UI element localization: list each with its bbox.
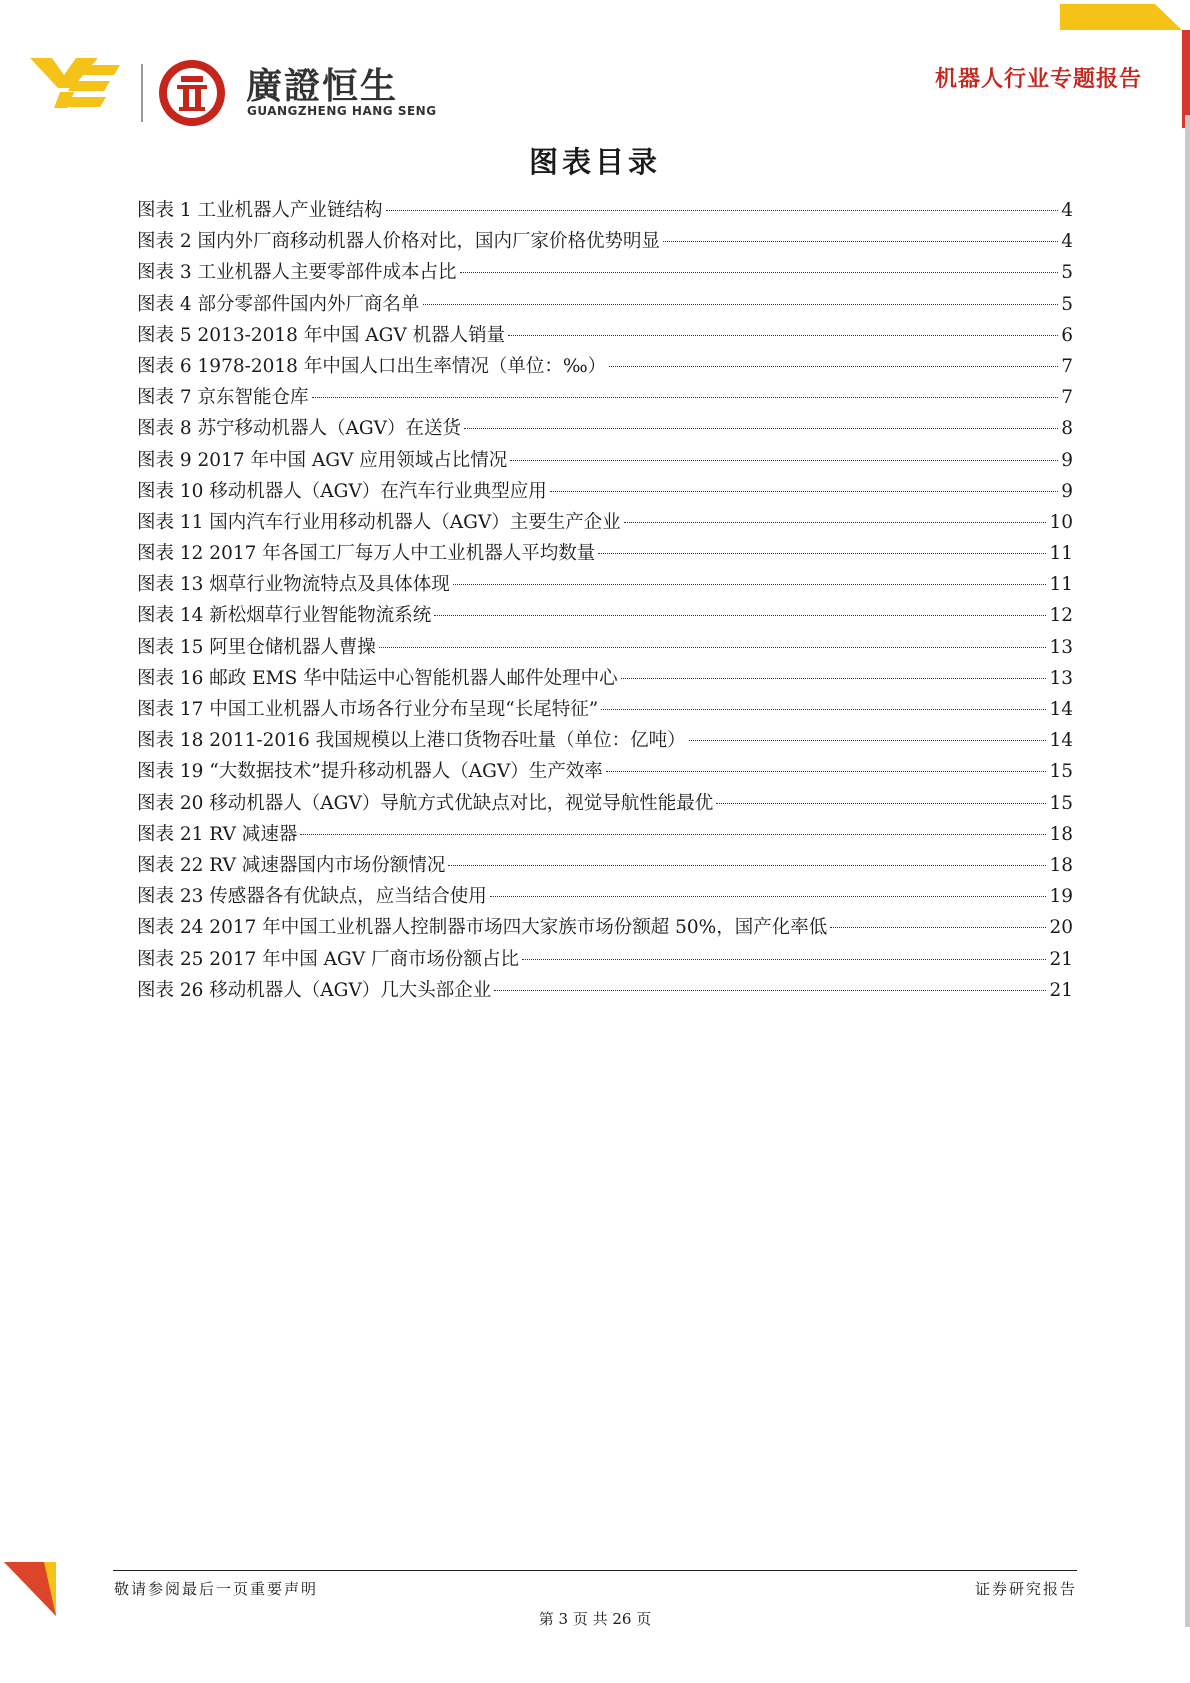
corner-decoration bbox=[1060, 4, 1182, 34]
toc-entry[interactable] bbox=[137, 881, 1073, 912]
toc-entry[interactable] bbox=[137, 850, 1073, 881]
toc-entry-label: 图表 2 国内外厂商移动机器人价格对比，国内厂家价格优势明显 bbox=[137, 231, 661, 253]
toc-entry-page: 7 bbox=[1061, 387, 1073, 409]
toc-entry-label: 图表 26 移动机器人（AGV）几大头部企业 bbox=[137, 979, 492, 1001]
toc-dot-leader bbox=[464, 428, 1058, 429]
toc-entry-label: 图表 3 工业机器人主要零部件成本占比 bbox=[137, 262, 457, 284]
toc-entry[interactable] bbox=[137, 694, 1073, 725]
page-title: 图表目录 bbox=[528, 145, 661, 179]
toc-entry-label: 图表 13 烟草行业物流特点及具体体现 bbox=[137, 574, 450, 596]
toc-entry[interactable] bbox=[137, 445, 1073, 476]
toc-entry[interactable] bbox=[137, 819, 1073, 850]
toc-entry-page: 18 bbox=[1049, 823, 1073, 845]
toc-entry-label: 图表 10 移动机器人（AGV）在汽车行业典型应用 bbox=[137, 480, 547, 502]
toc-dot-leader bbox=[386, 210, 1059, 211]
toc-entry-page: 14 bbox=[1049, 699, 1073, 720]
toc-entry-page: 13 bbox=[1049, 636, 1073, 658]
toc-dot-leader bbox=[448, 865, 1046, 866]
report-type: 证券研究报告 bbox=[974, 1580, 1077, 1598]
toc-entry-page: 8 bbox=[1061, 418, 1073, 440]
toc-entry[interactable] bbox=[137, 382, 1073, 413]
toc-entry-label: 图表 23 传感器各有优缺点，应当结合使用 bbox=[137, 886, 487, 908]
toc-entry-page: 11 bbox=[1049, 543, 1073, 565]
toc-dot-leader bbox=[494, 990, 1046, 991]
toc-entry[interactable] bbox=[137, 476, 1073, 507]
toc-dot-leader bbox=[663, 241, 1058, 242]
toc-entry-label: 图表 25 2017 年中国 AGV 厂商市场份额占比 bbox=[137, 948, 520, 970]
toc-entry[interactable] bbox=[137, 944, 1073, 975]
toc-entry[interactable] bbox=[137, 632, 1073, 663]
toc-dot-leader bbox=[522, 959, 1046, 960]
side-bar bbox=[1185, 115, 1190, 1627]
toc-entry-label: 图表 24 2017 年中国工业机器人控制器市场四大家族市场份额超 50%，国产化率低 bbox=[137, 917, 828, 939]
toc-entry-page: 15 bbox=[1049, 792, 1073, 814]
toc-entry-page: 21 bbox=[1049, 979, 1073, 1001]
toc-entry-page: 12 bbox=[1049, 605, 1073, 627]
toc-entry-page: 10 bbox=[1049, 511, 1073, 533]
toc-entry-label: 图表 1 工业机器人产业链结构 bbox=[137, 200, 383, 221]
side-bar-accent bbox=[1182, 30, 1190, 128]
toc-entry[interactable] bbox=[137, 320, 1073, 351]
toc-entry[interactable] bbox=[137, 912, 1073, 943]
toc-dot-leader bbox=[830, 927, 1046, 928]
toc-entry-page: 13 bbox=[1049, 667, 1073, 689]
toc-entry-page: 19 bbox=[1049, 886, 1073, 908]
logo-divider bbox=[141, 64, 143, 122]
company-logo-icon bbox=[30, 55, 122, 111]
toc-entry-label: 图表 15 阿里仓储机器人曹操 bbox=[137, 636, 376, 658]
toc-dot-leader bbox=[460, 272, 1059, 273]
toc-dot-leader bbox=[453, 584, 1047, 585]
disclaimer-note: 敬请参阅最后一页重要声明 bbox=[114, 1580, 319, 1598]
toc-entry[interactable] bbox=[137, 756, 1073, 787]
toc-dot-leader bbox=[689, 740, 1047, 741]
toc-dot-leader bbox=[621, 678, 1047, 679]
logo-chinese-name: 廣證恒生 bbox=[246, 66, 399, 107]
seal-icon bbox=[157, 58, 227, 128]
toc-entry-label: 图表 5 2013-2018 年中国 AGV 机器人销量 bbox=[137, 324, 506, 346]
toc-entry-label: 图表 17 中国工业机器人市场各行业分布呈现“长尾特征” bbox=[137, 699, 599, 720]
toc-entry-label: 图表 16 邮政 EMS 华中陆运中心智能机器人邮件处理中心 bbox=[137, 667, 618, 689]
toc-entry-page: 9 bbox=[1061, 480, 1073, 502]
toc-dot-leader bbox=[379, 647, 1047, 648]
report-title: 机器人行业专题报告 bbox=[934, 67, 1142, 92]
toc-dot-leader bbox=[550, 491, 1058, 492]
toc-entry[interactable] bbox=[137, 725, 1073, 756]
logo-english-name: GUANGZHENG HANG SENG bbox=[247, 104, 437, 118]
toc-dot-leader bbox=[601, 709, 1046, 710]
toc-entry-label: 图表 19 “大数据技术”提升移动机器人（AGV）生产效率 bbox=[137, 761, 603, 783]
toc-entry-page: 18 bbox=[1049, 854, 1073, 876]
toc-entry-page: 7 bbox=[1061, 355, 1073, 377]
toc-dot-leader bbox=[423, 304, 1059, 305]
toc-entry[interactable] bbox=[137, 351, 1073, 382]
toc-entry-label: 图表 22 RV 减速器国内市场份额情况 bbox=[137, 854, 446, 876]
table-of-figures bbox=[137, 195, 1073, 1006]
toc-dot-leader bbox=[624, 522, 1047, 523]
toc-entry[interactable] bbox=[137, 289, 1073, 320]
footer-divider bbox=[113, 1570, 1077, 1571]
toc-entry-page: 9 bbox=[1061, 449, 1073, 471]
toc-entry-page: 6 bbox=[1061, 324, 1073, 346]
toc-entry-page: 14 bbox=[1049, 730, 1073, 752]
toc-dot-leader bbox=[598, 553, 1046, 554]
toc-dot-leader bbox=[312, 397, 1059, 398]
toc-entry-page: 15 bbox=[1049, 761, 1073, 783]
toc-entry-page: 4 bbox=[1061, 231, 1073, 253]
toc-dot-leader bbox=[510, 460, 1058, 461]
toc-dot-leader bbox=[490, 896, 1047, 897]
toc-entry-label: 图表 7 京东智能仓库 bbox=[137, 387, 309, 409]
toc-dot-leader bbox=[508, 335, 1058, 336]
toc-entry[interactable] bbox=[137, 538, 1073, 569]
toc-entry-page: 21 bbox=[1049, 948, 1073, 970]
toc-entry-label: 图表 6 1978-2018 年中国人口出生率情况（单位：‰） bbox=[137, 355, 607, 377]
toc-entry-label: 图表 14 新松烟草行业智能物流系统 bbox=[137, 605, 432, 627]
toc-entry[interactable] bbox=[137, 507, 1073, 538]
toc-entry-label: 图表 12 2017 年各国工厂每万人中工业机器人平均数量 bbox=[137, 543, 596, 565]
toc-entry-label: 图表 20 移动机器人（AGV）导航方式优缺点对比，视觉导航性能最优 bbox=[137, 792, 714, 814]
toc-dot-leader bbox=[609, 366, 1058, 367]
toc-entry[interactable] bbox=[137, 413, 1073, 444]
toc-entry[interactable] bbox=[137, 975, 1073, 1006]
toc-dot-leader bbox=[434, 615, 1046, 616]
toc-entry[interactable] bbox=[137, 257, 1073, 288]
toc-entry-page: 11 bbox=[1049, 574, 1073, 596]
toc-entry[interactable] bbox=[137, 600, 1073, 631]
toc-entry-label: 图表 8 苏宁移动机器人（AGV）在送货 bbox=[137, 418, 462, 440]
toc-entry-page: 5 bbox=[1061, 262, 1073, 284]
toc-entry-label: 图表 21 RV 减速器 bbox=[137, 823, 298, 845]
page-number: 第 3 页 共 26 页 bbox=[538, 1610, 652, 1628]
toc-entry-label: 图表 4 部分零部件国内外厂商名单 bbox=[137, 293, 420, 315]
toc-entry-label: 图表 11 国内汽车行业用移动机器人（AGV）主要生产企业 bbox=[137, 511, 621, 533]
toc-entry-page: 20 bbox=[1049, 917, 1073, 939]
toc-dot-leader bbox=[300, 834, 1046, 835]
toc-entry[interactable] bbox=[137, 663, 1073, 694]
toc-dot-leader bbox=[716, 803, 1046, 804]
toc-dot-leader bbox=[606, 771, 1047, 772]
toc-entry-label: 图表 18 2011-2016 我国规模以上港口货物吞吐量（单位：亿吨） bbox=[137, 730, 686, 752]
toc-entry-label: 图表 9 2017 年中国 AGV 应用领域占比情况 bbox=[137, 449, 508, 471]
toc-entry[interactable] bbox=[137, 226, 1073, 257]
toc-entry[interactable] bbox=[137, 788, 1073, 819]
toc-entry-page: 5 bbox=[1061, 293, 1073, 315]
toc-entry[interactable] bbox=[137, 569, 1073, 600]
toc-entry-page: 4 bbox=[1061, 200, 1073, 221]
toc-entry[interactable] bbox=[137, 195, 1073, 226]
